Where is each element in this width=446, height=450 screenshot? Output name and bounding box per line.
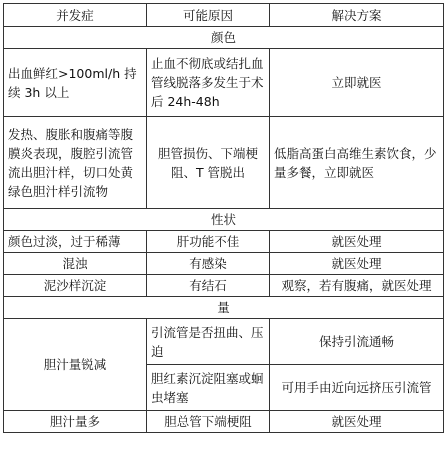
solution-cell: 就医处理 (270, 231, 444, 253)
cause-cell: 引流管是否扭曲、压迫 (147, 319, 270, 365)
section-row (4, 297, 444, 319)
cause-cell: 胆红素沉淀阻塞或蛔虫堵塞 (147, 365, 270, 411)
section-row (4, 27, 444, 49)
solution-cell: 就医处理 (270, 253, 444, 275)
cause-cell: 有感染 (147, 253, 270, 275)
complication-cell: 胆汁量锐减 (4, 319, 147, 411)
complication-cell: 出血鲜红>100ml/h 持续 3h 以上 (4, 49, 147, 117)
header-cause: 可能原因 (147, 4, 270, 27)
header-complication: 并发症 (4, 4, 147, 27)
solution-cell: 就医处理 (270, 411, 444, 433)
section-title-volume: 量 (4, 297, 444, 319)
section-title-properties: 性状 (4, 209, 444, 231)
cause-cell: 止血不彻底或结扎血管线脱落多发生于术后 24h-48h (147, 49, 270, 117)
table-row (4, 319, 444, 365)
section-row (4, 209, 444, 231)
table-row (4, 253, 444, 275)
complication-cell: 胆汁量多 (4, 411, 147, 433)
cause-cell: 肝功能不佳 (147, 231, 270, 253)
complications-table (3, 3, 444, 433)
complication-cell: 混浊 (4, 253, 147, 275)
complication-cell: 颜色过淡，过于稀薄 (4, 231, 147, 253)
table-row (4, 231, 444, 253)
table-row (4, 49, 444, 117)
table-row (4, 117, 444, 209)
solution-cell: 可用手由近向远挤压引流管 (270, 365, 444, 411)
table-header-row (4, 4, 444, 27)
table-row (4, 411, 444, 433)
solution-cell: 低脂高蛋白高维生素饮食，少量多餐，立即就医 (270, 117, 444, 209)
complication-cell: 发热、腹胀和腹痛等腹膜炎表现，腹腔引流管流出胆汁样，切口处黄绿色胆汁样引流物 (4, 117, 147, 209)
solution-cell: 保持引流通畅 (270, 319, 444, 365)
cause-cell: 胆管损伤、下端梗阻、T 管脱出 (147, 117, 270, 209)
cause-cell: 有结石 (147, 275, 270, 297)
section-title-color: 颜色 (4, 27, 444, 49)
solution-cell: 立即就医 (270, 49, 444, 117)
solution-cell: 观察，若有腹痛，就医处理 (270, 275, 444, 297)
complication-cell: 泥沙样沉淀 (4, 275, 147, 297)
table-row (4, 275, 444, 297)
cause-cell: 胆总管下端梗阻 (147, 411, 270, 433)
header-solution: 解决方案 (270, 4, 444, 27)
